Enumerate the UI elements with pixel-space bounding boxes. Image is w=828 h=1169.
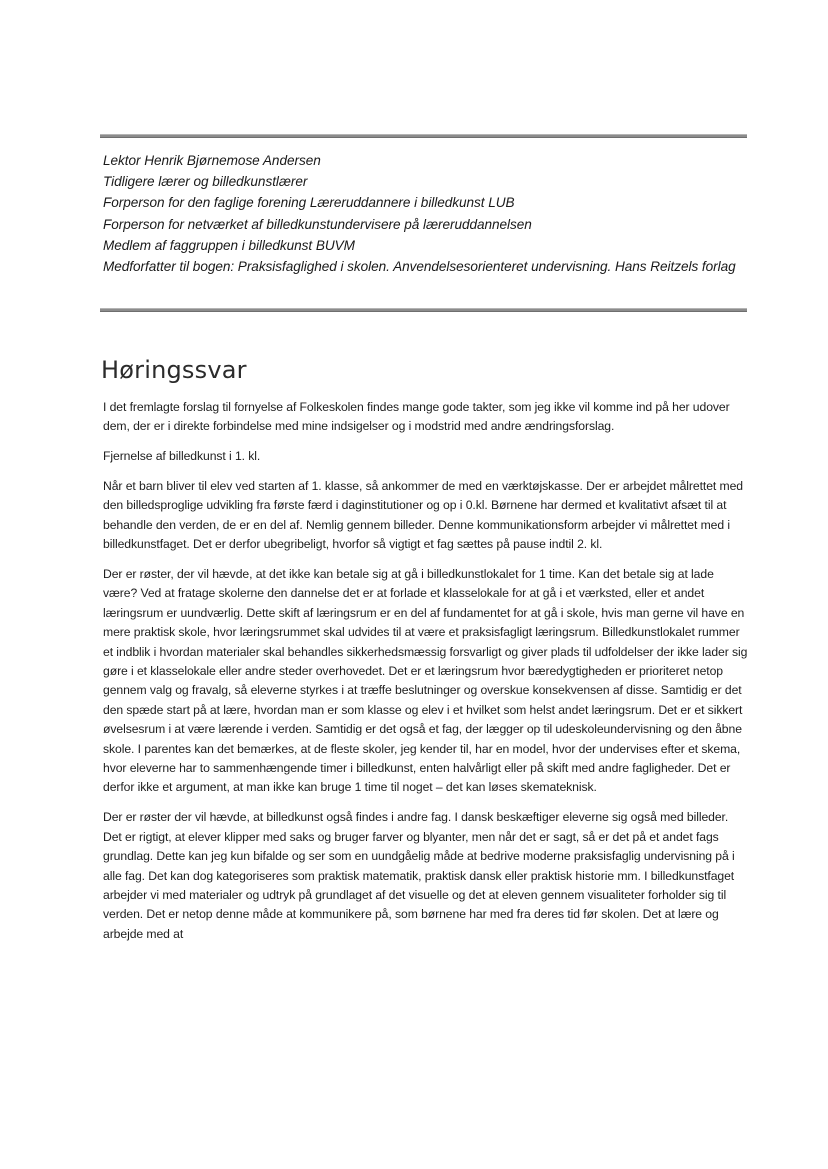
header-top-rule <box>100 134 747 138</box>
author-info-block <box>103 150 743 277</box>
paragraph-other-subjects: Der er røster der vil hævde, at billedkunst også findes i andre fag. I dansk beskæftiger eleverne sig også med billeder. Det er rigtigt, at elever klipper med saks og bruger farver og blyanter, men når det er sagt, så er det på et andet fags grundlag. Dette kan jeg kun bifalde og ser som en uundgåelig måde at bedrive moderne praksisfaglig undervisning på i alle fag. Det kan dog kategoriseres som praktisk matematik, praktisk dansk eller praktisk historie mm. I billedkunstfaget arbejder vi med materialer og udtryk på grundlaget af det visuelle og det at eleven gennem visualiteter forholder sig til verden. Det er netop denne måde at kommunikere på, som børnene har med fra deres tid før skolen. Det at lære og arbejde med at <box>103 810 735 941</box>
paragraph-subheading: Fjernelse af billedkunst i 1. kl. <box>103 449 261 464</box>
paragraph-toolbox: Når et barn bliver til elev ved starten af 1. klasse, så ankommer de med en værktøjskasse. Der er arbejdet målrettet med den billedsproglige udvikling fra første færd i daginstitutioner og op i 0.kl. Børnene har dermed et kvalitativt afsæt til at behandle den verden, de er en del af. Nemlig gennem billeder. Denne kommunikationsform arbejder vi målrettet med i billedkunstfaget. Det er derfor ubegribeligt, hvorfor så vigtigt et fag sættes på pause indtil 2. kl. <box>103 479 743 552</box>
author-line-buvm: Medlem af faggruppen i billedkunst BUVM <box>103 237 355 253</box>
document-body <box>103 398 749 955</box>
author-line-lub: Forperson for den faglige forening Læreruddannere i billedkunst LUB <box>103 195 515 211</box>
author-line-former-role: Tidligere lærer og billedkunstlærer <box>103 174 308 190</box>
paragraph-learning-space: Der er røster, der vil hævde, at det ikke kan betale sig at gå i billedkunstlokalet for 1 time. Kan det betale sig at lade være? Ved at fratage skolerne den dannelse det er at forlade et klasselokale for at gå i et værksted, eller et andet læringsrum er uundværlig. Dette skift af læringsrum er en del af fundamentet for at gå i skole, hvis man gerne vil have en mere praktisk skole, hvor læringsrummet skal udvides til at være et praksisfagligt læringsrum. Billedkunstlokalet rummer et indblik i hvordan materialer skal behandles sikkerhedsmæssig forsvarligt og giver plads til udfoldelser der ikke lader sig gøre i et klasselokale eller andre steder overhovedet. Det er et læringsrum hvor bæredygtigheden er prioriteret netop gennem valg og fravalg, så eleverne styrkes i at træffe beslutninger og overskue konsekvensen af disse. Samtidig er det den spæde start på at lære, hvordan man er som klasse og elev i et hvilket som helst andet læringsrum. Det er et sikkert øvelsesrum i at være lærende i verden. Samtidig er det også et fag, der lægger op til udeskoleundervisning og den åbne skole. I parentes kan det bemærkes, at de fleste skoler, jeg kender til, har en model, hvor der undervises efter et skema, hvor eleverne har to sammenhængende timer i billedkunst, enten halvårligt eller på skift med andre fagligheder. Det er derfor ikke et argument, at man ikke kan bruge 1 time til noget – det kan løses skemateknisk. <box>103 567 748 795</box>
header-bottom-rule <box>100 308 747 312</box>
author-line-network: Forperson for netværket af billedkunstundervisere på læreruddannelsen <box>103 216 532 232</box>
author-line-book: Medforfatter til bogen: Praksisfaglighed i skolen. Anvendelsesorienteret undervisning. Hans Reitzels forlag <box>103 259 736 275</box>
document-title: Høringssvar <box>101 356 247 384</box>
author-line-name: Lektor Henrik Bjørnemose Andersen <box>103 153 321 168</box>
paragraph-intro: I det fremlagte forslag til fornyelse af Folkeskolen findes mange gode takter, som jeg ikke vil komme ind på her udover dem, der er i direkte forbindelse med mine indsigelser og i modstrid med andre ændringsforslag. <box>103 400 730 434</box>
